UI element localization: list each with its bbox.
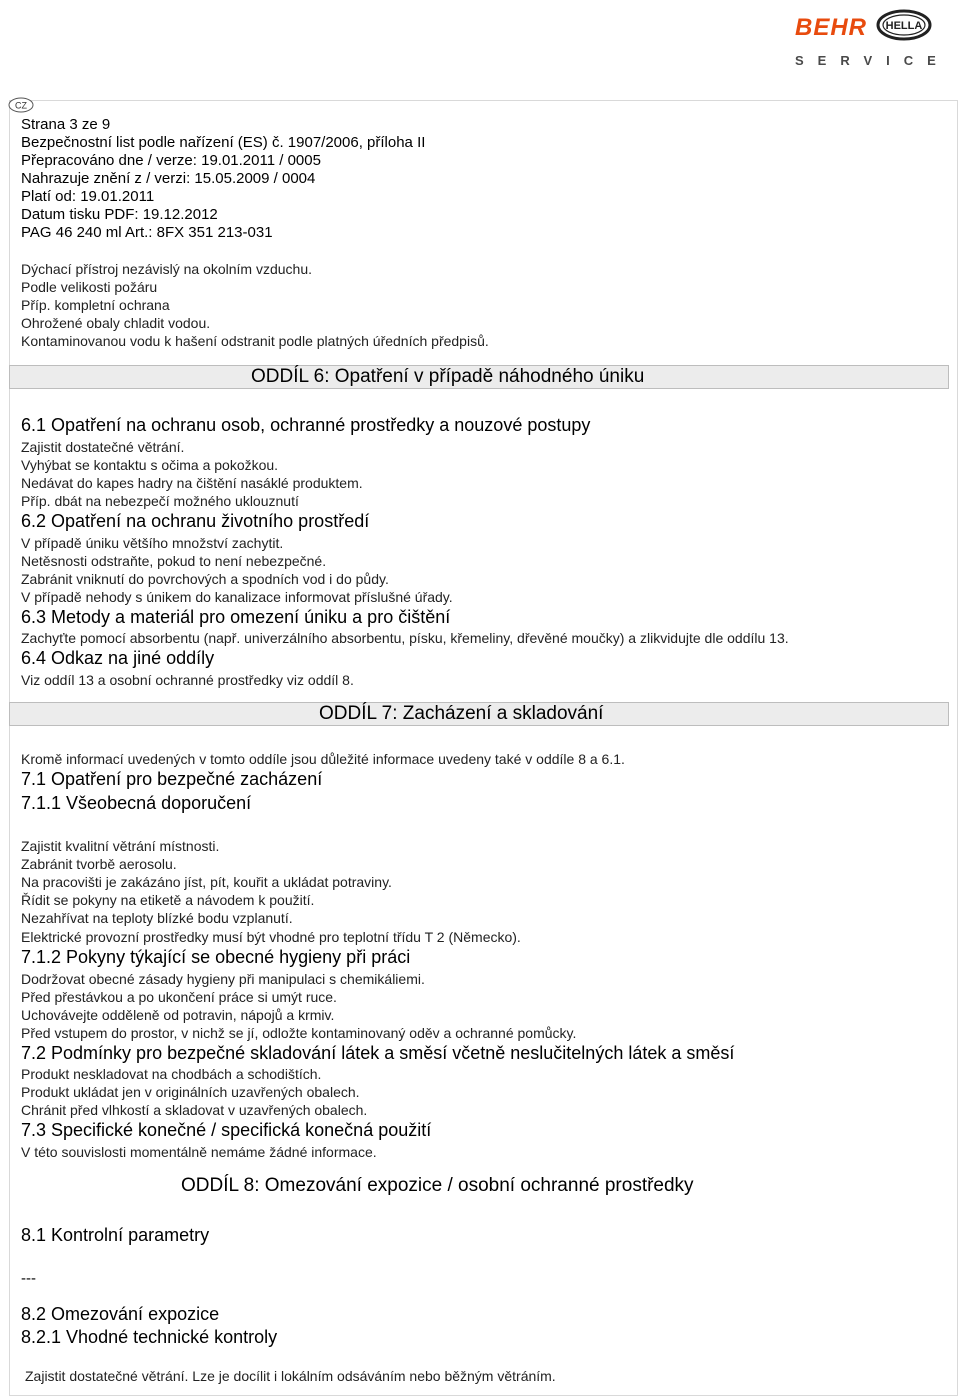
intro-line: Ohrožené obaly chladit vodou. bbox=[21, 315, 211, 331]
text-line: Produkt ukládat jen v originálních uzavřených obalech. bbox=[21, 1084, 360, 1100]
text-line: Vyhýbat se kontaktu s očima a pokožkou. bbox=[21, 457, 279, 473]
text-line: Zabránit vniknutí do povrchových a spodních vod i do půdy. bbox=[21, 571, 389, 587]
behr-logo: BEHR bbox=[795, 14, 868, 41]
text-line: Elektrické provozní prostředky musí být vhodné pro teplotní třídu T 2 (Německo). bbox=[21, 929, 521, 945]
heading-8-2: 8.2 Omezování expozice bbox=[21, 1304, 220, 1324]
text-line: Nedávat do kapes hadry na čištění nasáklé produktem. bbox=[21, 475, 363, 491]
heading-7-1: 7.1 Opatření pro bezpečné zacházení bbox=[21, 769, 323, 789]
header-line: PAG 46 240 ml Art.: 8FX 351 213-031 bbox=[21, 224, 273, 241]
text-line: Kromě informací uvedených v tomto oddíle jsou důležité informace uvedeny také v oddíle 8 a 6.1. bbox=[21, 751, 625, 767]
intro-line: Příp. kompletní ochrana bbox=[21, 297, 170, 313]
section-7-bar bbox=[9, 702, 949, 726]
text-line: V případě nehody s únikem do kanalizace informovat příslušné úřady. bbox=[21, 589, 453, 605]
text-line: Zajistit kvalitní větrání místnosti. bbox=[21, 838, 220, 854]
text-line: Netěsnosti odstraňte, pokud to není nebezpečné. bbox=[21, 553, 327, 569]
heading-7-3: 7.3 Specifické konečné / specifická konečná použití bbox=[21, 1120, 432, 1140]
heading-6-2: 6.2 Opatření na ochranu životního prostředí bbox=[21, 511, 370, 531]
intro-line: Dýchací přístroj nezávislý na okolním vzduchu. bbox=[21, 261, 313, 277]
text-line: Dodržovat obecné zásady hygieny při manipulaci s chemikáliemi. bbox=[21, 971, 425, 987]
text-line: Na pracovišti je zakázáno jíst, pít, kouřit a ukládat potraviny. bbox=[21, 874, 392, 890]
heading-6-4: 6.4 Odkaz na jiné oddíly bbox=[21, 648, 215, 668]
header-line: Strana 3 ze 9 bbox=[21, 116, 111, 133]
header-line: Nahrazuje znění z / verzi: 15.05.2009 / 0004 bbox=[21, 170, 316, 187]
intro-line: Kontaminovanou vodu k hašení odstranit podle platných úředních předpisů. bbox=[21, 333, 489, 349]
text-line: Viz oddíl 13 a osobní ochranné prostředky viz oddíl 8. bbox=[21, 672, 354, 688]
text-line: Produkt neskladovat na chodbách a schodištích. bbox=[21, 1066, 322, 1082]
heading-6-1: 6.1 Opatření na ochranu osob, ochranné prostředky a nouzové postupy bbox=[21, 415, 591, 435]
heading-7-1-2: 7.1.2 Pokyny týkající se obecné hygieny při práci bbox=[21, 947, 411, 967]
header-line: Přepracováno dne / verze: 19.01.2011 / 0005 bbox=[21, 152, 321, 169]
header-line: Datum tisku PDF: 19.12.2012 bbox=[21, 206, 218, 223]
text-line: Zachyťte pomocí absorbentu (např. univerzálního absorbentu, písku, křemeliny, dřevěné moučky) a zlikvidujte dle oddílu 13. bbox=[21, 630, 789, 646]
text-line: Nezahřívat na teploty blízké bodu vzplanutí. bbox=[21, 910, 293, 926]
hella-logo-text: HELLA bbox=[885, 20, 923, 32]
section-8-title: ODDÍL 8: Omezování expozice / osobní ochranné prostředky bbox=[181, 1175, 694, 1196]
text-line: Před vstupem do prostor, v nichž se jí, odložte kontaminovaný oděv a ochranné pomůcky. bbox=[21, 1025, 577, 1041]
text-line: Příp. dbát na nebezpečí možného uklouznutí bbox=[21, 493, 299, 509]
country-badge bbox=[8, 97, 34, 113]
text-line: Zajistit dostatečné větrání. Lze je docílit i lokálním odsáváním nebo běžným větráním. bbox=[25, 1368, 556, 1384]
heading-8-1: 8.1 Kontrolní parametry bbox=[21, 1225, 210, 1245]
section-6-title: ODDÍL 6: Opatření v případě náhodného úniku bbox=[251, 366, 645, 387]
heading-8-2-1: 8.2.1 Vhodné technické kontroly bbox=[21, 1327, 278, 1347]
heading-7-1-1: 7.1.1 Všeobecná doporučení bbox=[21, 793, 252, 813]
text-line: Před přestávkou a po ukončení práce si umýt ruce. bbox=[21, 989, 337, 1005]
heading-6-3: 6.3 Metody a materiál pro omezení úniku a pro čištění bbox=[21, 607, 451, 627]
text-line: Zabránit tvorbě aerosolu. bbox=[21, 856, 177, 872]
service-label: SERVICE bbox=[795, 53, 950, 68]
text-line: V případě úniku většího množství zachytit. bbox=[21, 535, 284, 551]
section-6-bar bbox=[9, 365, 949, 389]
intro-line: Podle velikosti požáru bbox=[21, 279, 158, 295]
header-line: Platí od: 19.01.2011 bbox=[21, 188, 155, 205]
text-line: V této souvislosti momentálně nemáme žádné informace. bbox=[21, 1144, 377, 1160]
text-line: Chránit před vlhkostí a skladovat v uzavřených obalech. bbox=[21, 1102, 368, 1118]
text-line: Zajistit dostatečné větrání. bbox=[21, 439, 185, 455]
text-line: Řídit se pokyny na etiketě a návodem k použití. bbox=[21, 892, 315, 908]
header-line: Bezpečnostní list podle nařízení (ES) č. 1907/2006, příloha II bbox=[21, 134, 426, 151]
hella-logo bbox=[876, 9, 932, 41]
country-badge-text: CZ bbox=[15, 100, 27, 111]
section-7-title: ODDÍL 7: Zacházení a skladování bbox=[319, 703, 604, 724]
text-line: --- bbox=[21, 1270, 36, 1287]
heading-7-2: 7.2 Podmínky pro bezpečné skladování látek a směsí včetně neslučitelných látek a směsí bbox=[21, 1043, 735, 1063]
text-line: Uchovávejte odděleně od potravin, nápojů a krmiv. bbox=[21, 1007, 335, 1023]
